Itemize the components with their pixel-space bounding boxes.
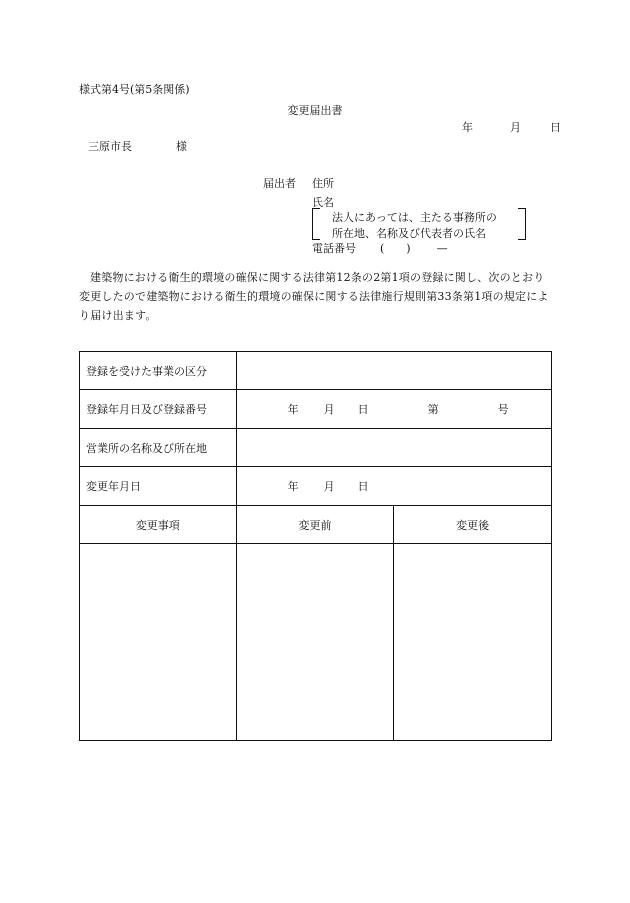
phone-area-code: ( )	[380, 242, 411, 255]
year-label: 年	[287, 403, 299, 416]
table-row	[80, 390, 552, 429]
addressee	[88, 138, 187, 154]
table-header-row	[80, 506, 552, 544]
month-label: 月	[323, 403, 335, 416]
right-bracket	[518, 208, 526, 240]
change-item-value[interactable]	[80, 544, 237, 741]
go-label: 号	[497, 403, 509, 416]
office-value[interactable]	[236, 429, 551, 467]
addressee-honorific: 様	[176, 140, 187, 153]
note-line-1: 法人にあっては、主たる事務所の	[332, 211, 497, 224]
phone-label: 電話番号	[312, 242, 356, 255]
year-label: 年	[462, 121, 473, 134]
year-label: 年	[287, 480, 299, 493]
phone-row	[312, 240, 448, 256]
day-label: 日	[357, 403, 369, 416]
change-date-label: 変更年月日	[80, 467, 237, 506]
corporate-note	[312, 207, 526, 241]
page-title: 変更届出書	[287, 104, 343, 117]
before-value[interactable]	[236, 544, 394, 741]
after-value[interactable]	[394, 544, 552, 741]
table-row	[80, 467, 552, 506]
phone-dash: —	[436, 242, 448, 255]
month-label: 月	[510, 121, 521, 134]
header-change-item: 変更事項	[80, 506, 237, 544]
left-bracket	[312, 208, 320, 240]
submission-date	[462, 119, 561, 135]
note-line-2: 所在地、名称及び代表者の氏名	[332, 227, 486, 240]
table-row	[80, 429, 552, 467]
name-label: 氏名	[312, 196, 334, 209]
table-row	[80, 352, 552, 390]
address-label: 住所	[312, 177, 334, 190]
header-before: 変更前	[236, 506, 394, 544]
registration-label: 登録年月日及び登録番号	[80, 390, 237, 429]
dai-label: 第	[427, 403, 439, 416]
change-date-value[interactable]	[236, 467, 551, 506]
day-label: 日	[550, 121, 561, 134]
registration-value[interactable]	[236, 390, 551, 429]
business-type-value[interactable]	[236, 352, 551, 390]
applicant-label: 届出者	[263, 177, 296, 190]
header-after: 変更後	[394, 506, 552, 544]
addressee-name: 三原市長	[88, 140, 132, 153]
day-label: 日	[357, 480, 369, 493]
business-type-label: 登録を受けた事業の区分	[80, 352, 237, 390]
table-row	[80, 544, 552, 741]
month-label: 月	[323, 480, 335, 493]
change-table	[79, 351, 552, 741]
form-number: 様式第4号(第5条関係)	[79, 83, 190, 96]
office-label: 営業所の名称及び所在地	[80, 429, 237, 467]
body-text: 建築物における衛生的環境の確保に関する法律第12条の2第1項の登録に関し、次のとおり変更したので建築物における衛生的環境の確保に関する法律施行規則第33条第1項の規定により届け出ます。	[79, 271, 549, 322]
